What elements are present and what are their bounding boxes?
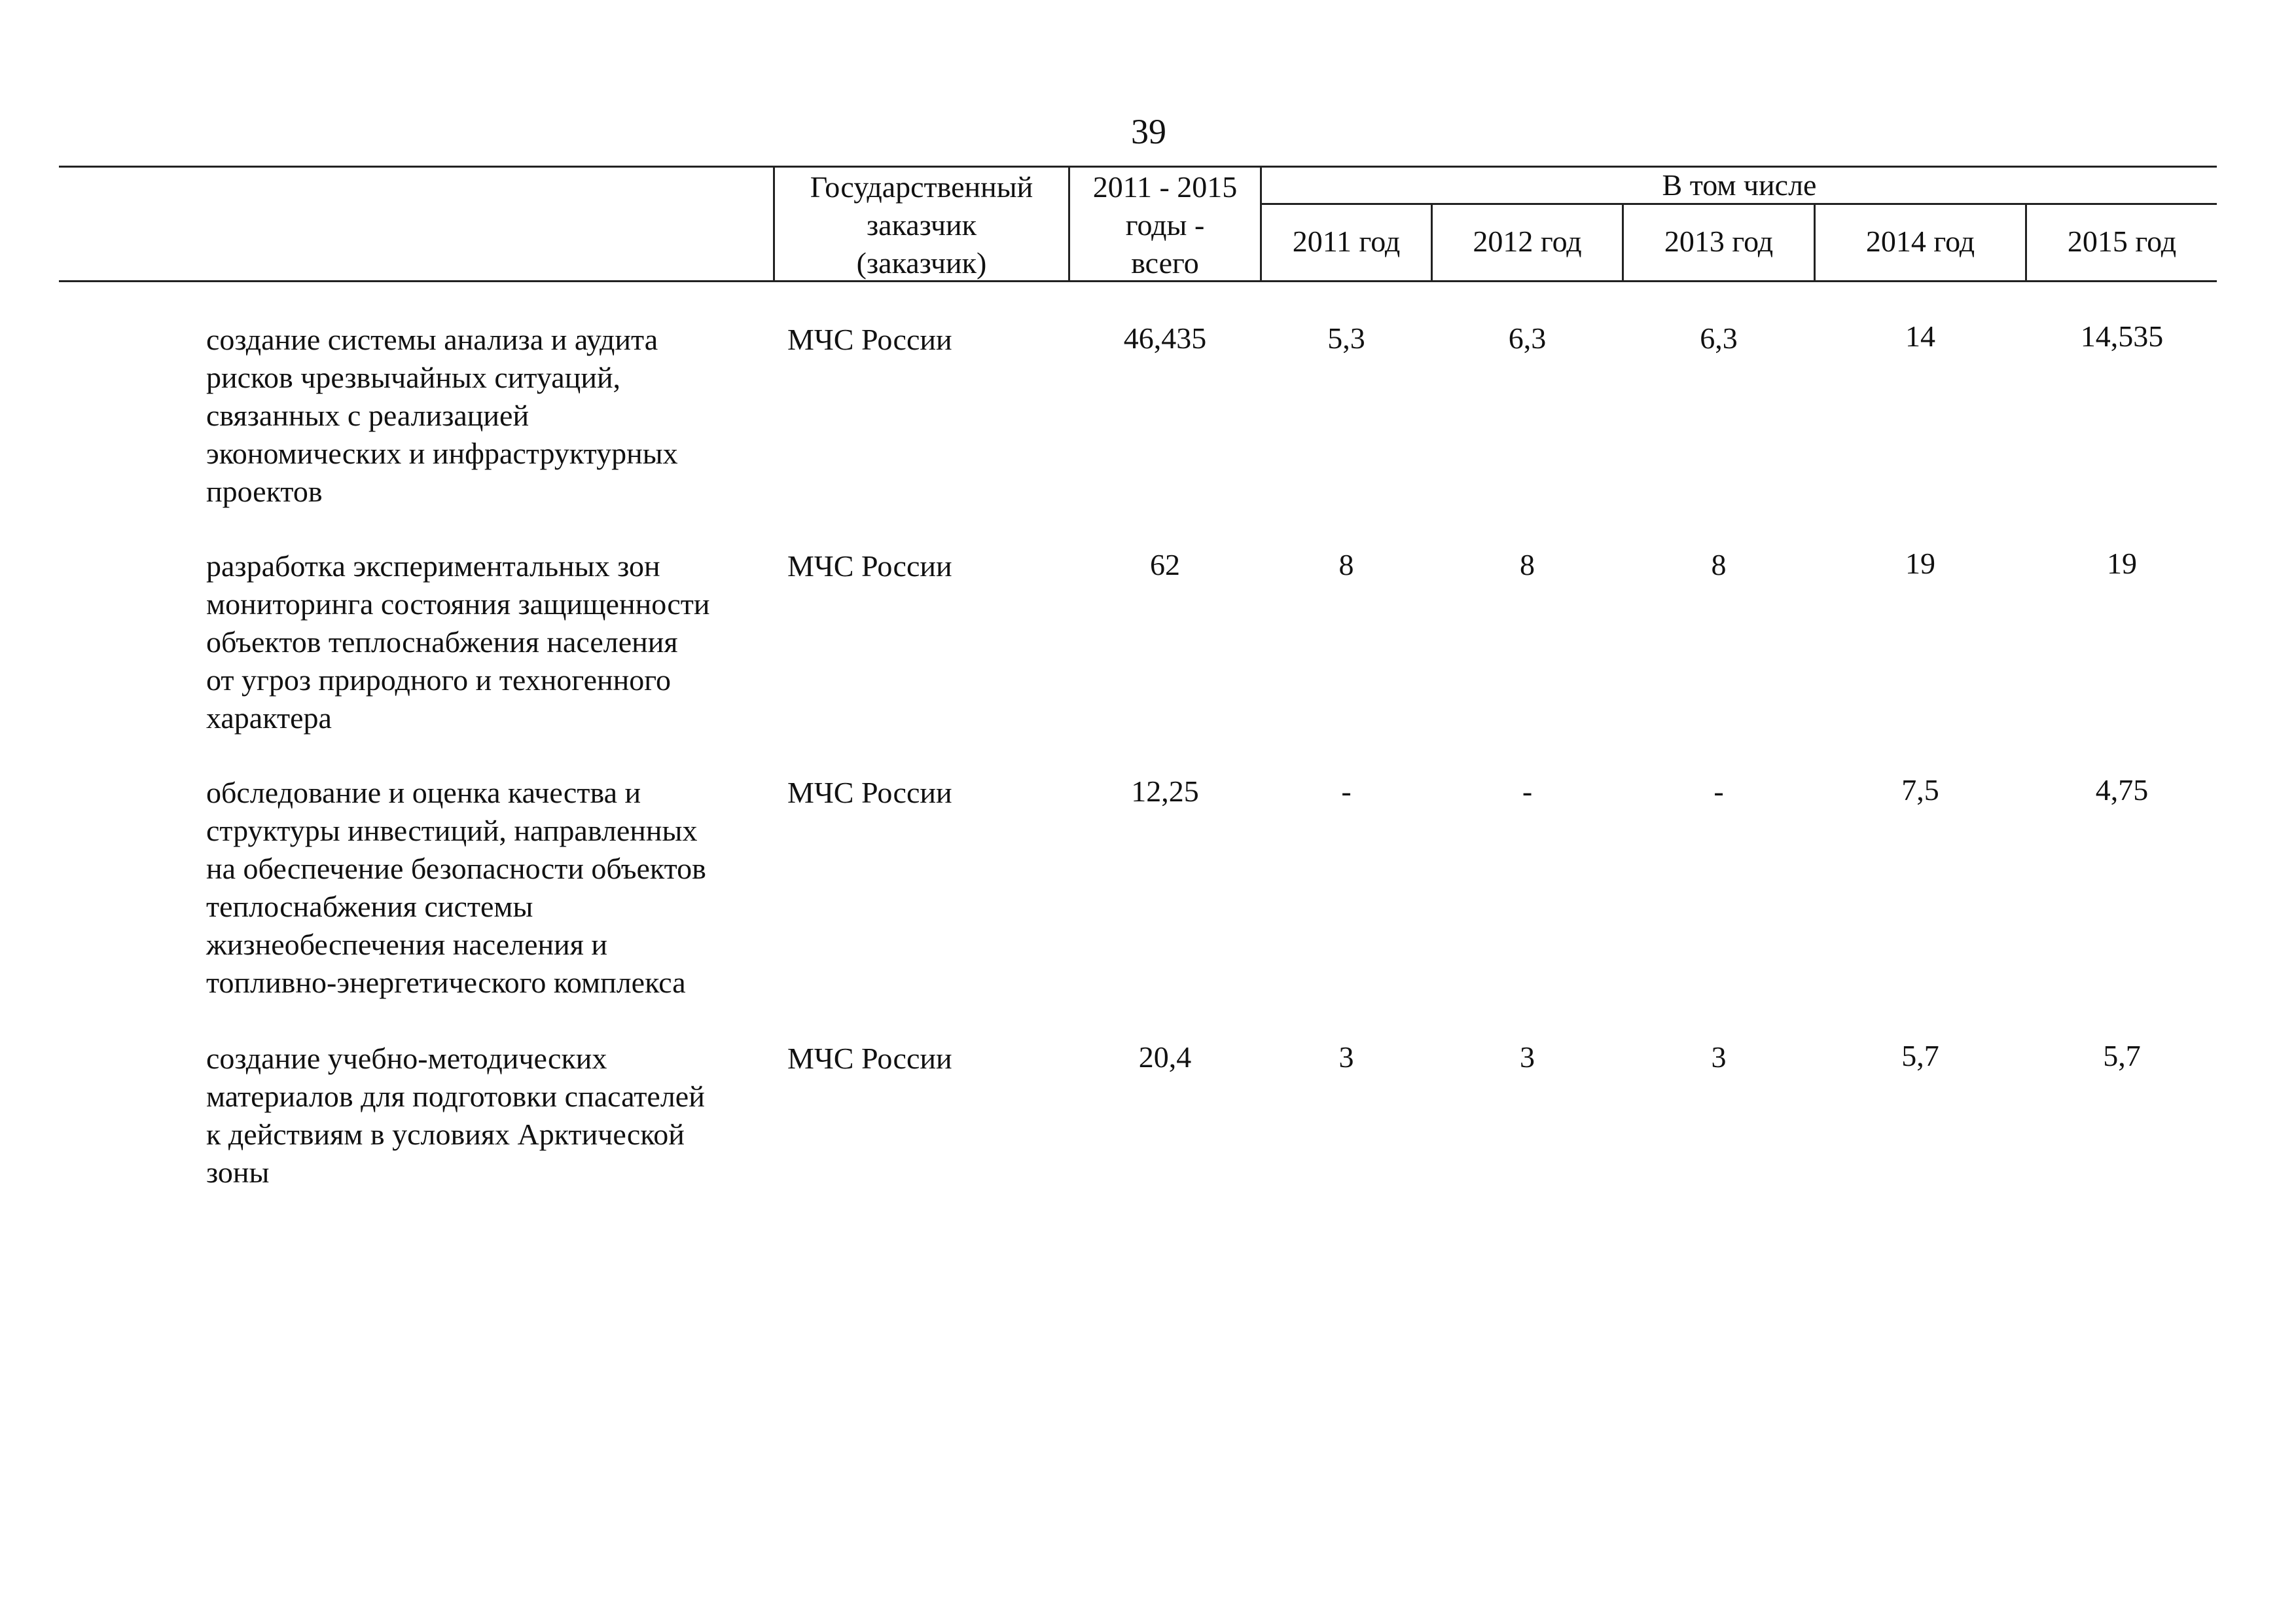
row-value-2014: 7,5	[1901, 773, 1939, 807]
row-total: 20,4	[1138, 1040, 1192, 1074]
row-value-2013: 8	[1711, 548, 1727, 581]
row-customer: МЧС России	[787, 323, 952, 356]
row-value-2015: 19	[2107, 547, 2137, 580]
header-total-line: годы -	[1125, 208, 1205, 242]
row-total: 12,25	[1131, 775, 1199, 808]
row-description	[206, 1040, 769, 1192]
row-value-2015: 5,7	[2103, 1039, 2141, 1072]
description-line: создание системы анализа и аудита	[206, 323, 658, 356]
header-year-2014: 2014 год	[1865, 225, 1975, 258]
row-customer: МЧС России	[787, 776, 952, 809]
row-value-2011: 5,3	[1327, 321, 1365, 355]
row-value-2012: 6,3	[1508, 321, 1547, 355]
description-line: зоны	[206, 1156, 270, 1189]
header-including: В том числе	[1662, 168, 1817, 202]
description-line: связанных с реализацией	[206, 399, 529, 432]
description-line: создание учебно-методических	[206, 1042, 607, 1075]
header-customer-line: Государственный	[810, 170, 1033, 204]
row-value-2013: -	[1713, 775, 1724, 808]
row-value-2012: 8	[1520, 548, 1535, 581]
row-value-2015: 14,535	[2080, 319, 2164, 353]
column-divider	[773, 166, 775, 282]
header-year-2013: 2013 год	[1664, 225, 1774, 258]
row-value-2011: 8	[1338, 548, 1354, 581]
header-total	[1071, 168, 1259, 282]
header-total-line: всего	[1131, 246, 1199, 280]
row-customer: МЧС России	[787, 549, 952, 583]
description-line: мониторинга состояния защищенности	[206, 587, 710, 621]
row-value-2014: 14	[1905, 319, 1935, 353]
row-value-2013: 6,3	[1700, 321, 1738, 355]
row-total: 62	[1150, 548, 1180, 581]
header-customer	[776, 168, 1067, 282]
description-line: топливно-энергетического комплекса	[206, 966, 686, 999]
description-line: материалов для подготовки спасателей	[206, 1080, 705, 1113]
row-total: 46,435	[1123, 321, 1207, 355]
description-line: проектов	[206, 475, 323, 508]
description-line: к действиям в условиях Арктической	[206, 1118, 685, 1151]
row-value-2011: -	[1341, 775, 1352, 808]
row-value-2013: 3	[1711, 1040, 1727, 1074]
row-value-2012: -	[1522, 775, 1533, 808]
header-customer-line: (заказчик)	[856, 246, 987, 280]
description-line: рисков чрезвычайных ситуаций,	[206, 361, 621, 394]
description-line: обследование и оценка качества и	[206, 776, 641, 809]
description-line: разработка экспериментальных зон	[206, 549, 660, 583]
description-line: характера	[206, 701, 332, 735]
description-line: на обеспечение безопасности объектов	[206, 852, 706, 885]
row-value-2012: 3	[1520, 1040, 1535, 1074]
description-line: структуры инвестиций, направленных	[206, 814, 698, 847]
row-value-2014: 5,7	[1901, 1039, 1939, 1072]
row-description	[206, 321, 769, 511]
description-line: теплоснабжения системы	[206, 890, 533, 923]
row-value-2015: 4,75	[2095, 773, 2149, 807]
row-value-2014: 19	[1905, 547, 1935, 580]
header-customer-line: заказчик	[866, 208, 977, 242]
page-number: 39	[1131, 112, 1166, 151]
description-line: жизнеобеспечения населения и	[206, 928, 608, 961]
column-divider	[1068, 166, 1070, 282]
description-line: объектов теплоснабжения населения	[206, 625, 678, 659]
row-description	[206, 774, 769, 1002]
header-year-2012: 2012 год	[1473, 225, 1582, 258]
description-line: экономических и инфраструктурных	[206, 437, 678, 470]
header-year-2011: 2011 год	[1292, 225, 1401, 258]
row-customer: МЧС России	[787, 1042, 952, 1075]
description-line: от угроз природного и техногенного	[206, 663, 671, 697]
header-total-line: 2011 - 2015	[1092, 170, 1238, 204]
row-value-2011: 3	[1338, 1040, 1354, 1074]
header-year-2015: 2015 год	[2067, 225, 2177, 258]
row-description	[206, 547, 769, 737]
